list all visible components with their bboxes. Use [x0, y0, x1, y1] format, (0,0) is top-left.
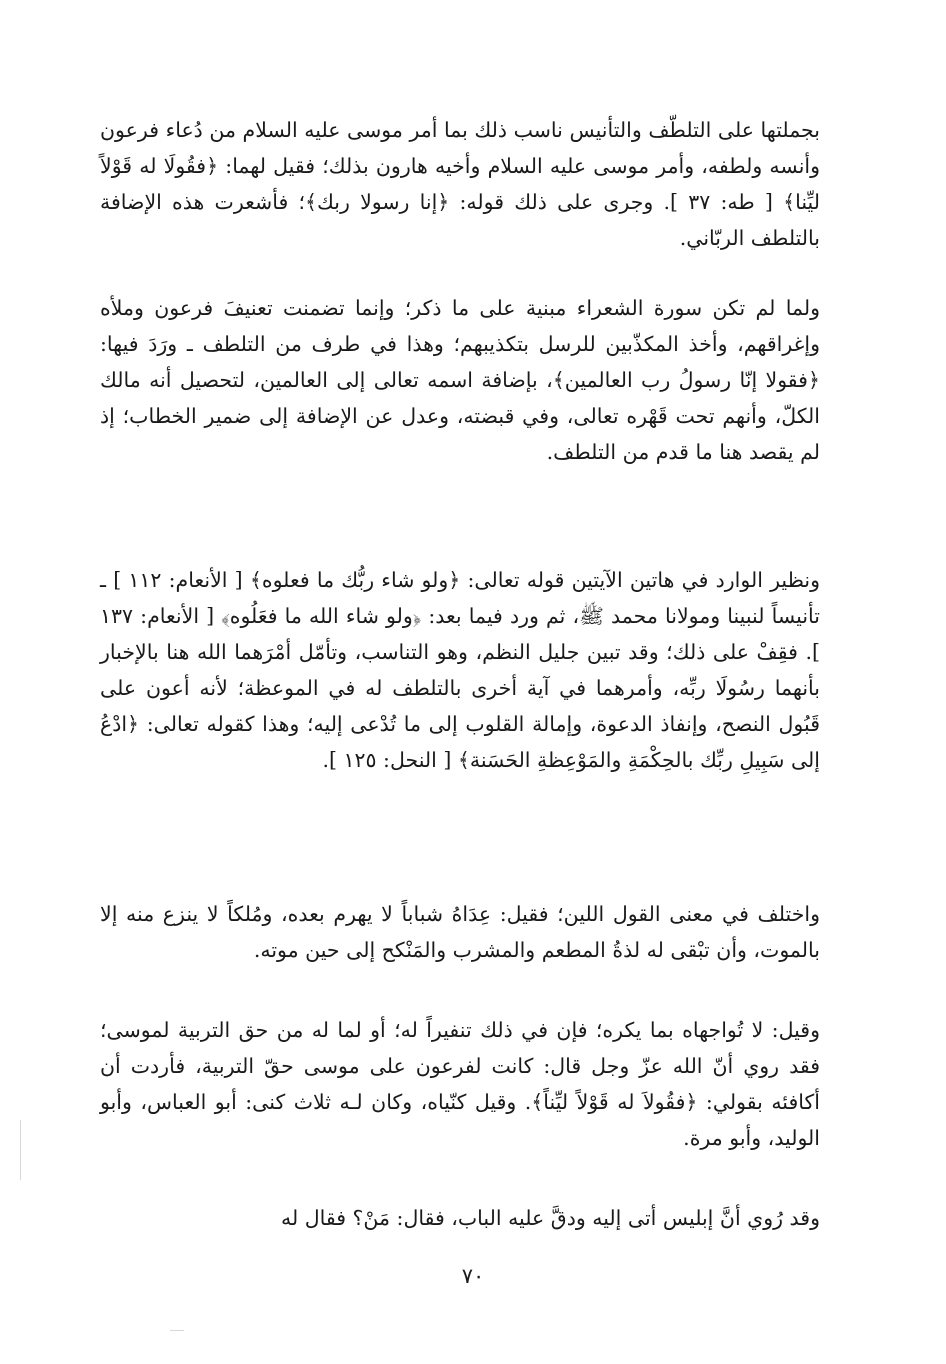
- paragraph-text-6: وقد رُوي أنَّ إبليس أتى إليه ودقَّ عليه الباب، فقال: مَنْ؟ فقال له: [280, 1206, 820, 1230]
- paragraph-text-2: ولما لم تكن سورة الشعراء مبنية على ما ذكر؛ وإنما تضمنت تعنيفَ فرعون وملأه وإغراقهم، وأخذ المكذّبين للرسل بتكذيبهم؛ وهذا في طرف من التلطف ـ ورَدَ فيها: ﴿فقولا إنّا رسولُ رب العالمين﴾، بإضافة اسمه تعالى إلى العالمين، لتحصيل أنه مالك الكلّ، وأنهم تحت قَهْره تعالى، وفي قبضته، وعدل عن الإضافة إلى ضمير الخطاب؛ إذ لم يقصد هنا ما قدم من التلطف.: [100, 296, 820, 464]
- scan-bottom-mark: [170, 1330, 184, 1331]
- paragraph-text-4: واختلف في معنى القول اللين؛ فقيل: عِدَاهُ شباباً لا يهرم بعده، ومُلكاً لا ينزع منه إلا بالموت، وأن تبْقى له لذةُ المطعم والمشرب والمَنْكح إلى حين موته.: [100, 902, 820, 962]
- paragraph-5: [100, 1012, 820, 1156]
- scan-margin-line: [20, 1120, 21, 1180]
- paragraph-text-1: بجملتها على التلطّف والتأنيس ناسب ذلك بما أمر موسى عليه السلام من دُعاء فرعون وأنسه ولطفه، وأمر موسى عليه السلام وأخيه هارون بذلك؛ فقيل لهما: ﴿فقُولَا له قَوْلاً ليِّنا﴾ [ طه: ٣٧ ]. وجرى على ذلك قوله: ﴿إنا رسولا ربك﴾؛ فأشعرت هذه الإضافة بالتلطف الربّاني.: [100, 118, 820, 250]
- paragraph-3: [100, 562, 820, 778]
- paragraph-text-3: ونظير الوارد في هاتين الآيتين قوله تعالى: ﴿ولو شاء ربُّك ما فعلوه﴾ [ الأنعام: ١١٢ ] ـ تأنيساً لنبينا ومولانا محمد ﷺ، ثم ورد فيما بعد: ﴿ولو شاء الله ما فعَلُوه﴾ [ الأنعام: ١٣٧ ]. فقِفْ على ذلك؛ وقد تبين جليل النظم، وهو التناسب، وتأمّل أمْرَهما الله هنا بالإخبار بأنهما رسُولَا ربِّه، وأمرهما في آية أخرى بالتلطف له في الموعظة؛ لأنه أعون على قَبُول النصح، وإنفاذ الدعوة، وإمالة القلوب إلى ما تُدْعى إليه؛ وهذا كقوله تعالى: ﴿ادْعُ إلى سَبِيلِ ربِّك بالحِكْمَةِ والمَوْعِظةِ الحَسَنة﴾ [ النحل: ١٢٥ ].: [100, 568, 820, 772]
- page-number: ٧٠: [461, 1264, 485, 1288]
- paragraph-4: [100, 896, 820, 968]
- paragraph-text-5: وقيل: لا تُواجهاه بما يكره؛ فإن في ذلك تنفيراً له؛ أو لما له من حق التربية لموسى؛ فقد روي أنّ الله عزّ وجل قال: كانت لفرعون على موسى حقّ التربية، فأردت أن أكافئه بقولي: ﴿فقُولاَ له قَوْلاً ليِّناً﴾. وقيل كنّياه، وكان لـه ثلاث كنى: أبو العباس، وأبو الوليد، وأبو مرة.: [100, 1018, 820, 1150]
- paragraph-1: [100, 112, 820, 256]
- paragraph-6: [100, 1200, 820, 1236]
- paragraph-2: [100, 290, 820, 470]
